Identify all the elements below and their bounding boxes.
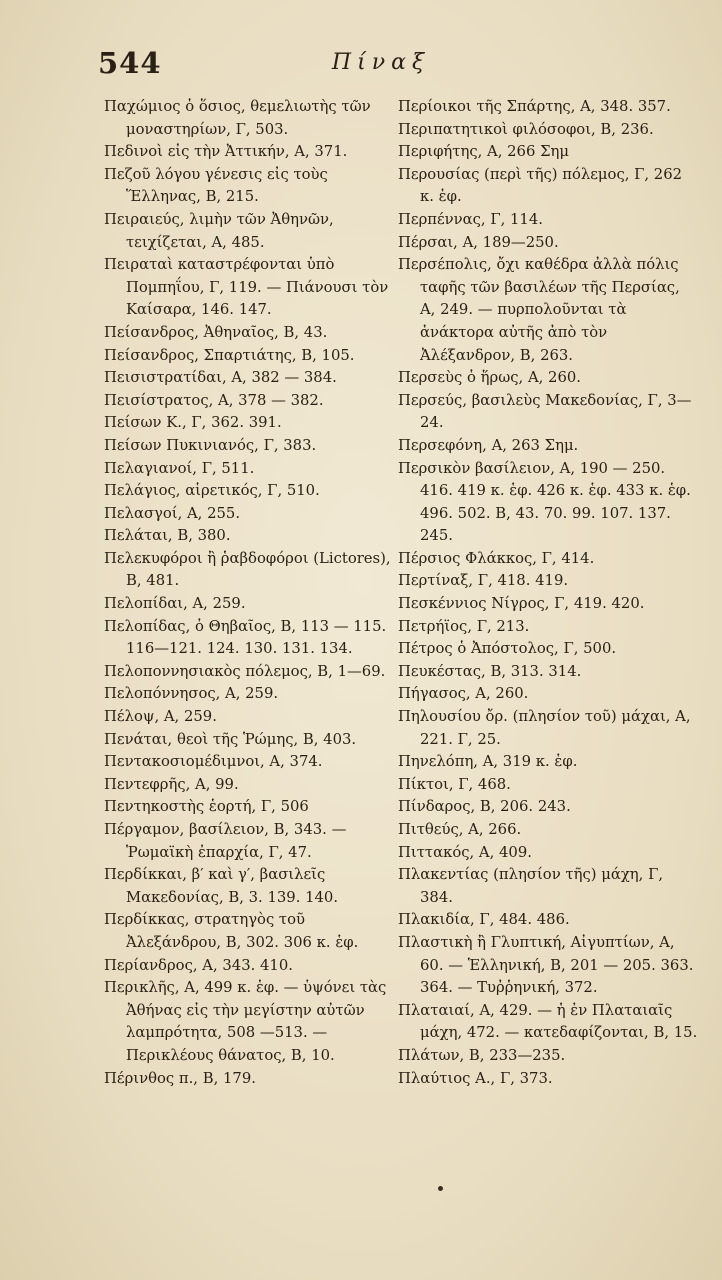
index-entry: Πηνελόπη, Α, 319 κ. ἑφ.	[398, 753, 578, 771]
index-entry: Περσεύς, βασιλεὺς Μακεδονίας, Γ, 3—24.	[398, 391, 692, 432]
index-entry: Πελοπίδας, ὁ Θηβαῖος, Β, 113 — 115. 116—121. 124. 130. 131. 134.	[104, 617, 387, 658]
index-entry: Περσεφόνη, Α, 263 Σημ.	[398, 436, 579, 454]
index-entry: Πλακιδία, Γ, 484. 486.	[398, 911, 570, 929]
index-entry: Πέτρος ὁ Ἀπόστολος, Γ, 500.	[398, 640, 617, 658]
index-entry: Περσικὸν βασίλειον, Α, 190 — 250. 416. 419 κ. ἑφ. 426 κ. ἑφ. 433 κ. ἑφ. 496. 502. Β, 43. 70. 99. 107. 137. 245.	[398, 459, 691, 545]
index-entry: Πείσανδρος, Ἀθηναῖος, Β, 43.	[104, 323, 328, 341]
index-entry: Περδίκκαι, β′ καὶ γ′, βασιλεῖς Μακεδονίας, Β, 3. 139. 140.	[104, 866, 339, 906]
index-entry: Πιτθεύς, Α, 266.	[398, 821, 522, 838]
index-entry: Πίκτοι, Γ, 468.	[398, 775, 511, 793]
index-entry: Πεζοῦ λόγου γένεσις εἰς τοὺς Ἕλληνας, Β, 215.	[104, 165, 328, 206]
index-entry: Περπέννας, Γ, 114.	[398, 210, 543, 228]
index-entry: Πελοπίδαι, Α, 259.	[104, 595, 246, 613]
running-title: Πίναξ	[331, 50, 431, 75]
index-entry: Πιττακός, Α, 409.	[398, 843, 532, 861]
index-entry: Περουσίας (περὶ τῆς) πόλεμος, Γ, 262 κ. ἑφ.	[398, 165, 683, 206]
index-entry: Πεισίστρατος, Α, 378 — 382.	[104, 391, 324, 409]
index-entry: Πελαγιανοί, Γ, 511.	[104, 459, 255, 477]
index-entry: Πεντηκοστὴς ἑορτή, Γ, 506	[104, 798, 309, 816]
index-entry: Περιφήτης, Α, 266 Σημ	[398, 143, 570, 161]
index-entry: Περσεὺς ὁ ἥρως, Α, 260.	[398, 369, 581, 387]
index-entry: Πέρσιος Φλάκκος, Γ, 414.	[398, 549, 595, 567]
index-column-right	[398, 96, 698, 1090]
index-entry: Πέλοψ, Α, 259.	[104, 708, 217, 726]
index-entry: Πείσων Πυκινιανός, Γ, 383.	[104, 436, 317, 454]
index-entry: Περδίκκας, στρατηγὸς τοῦ Ἀλεξάνδρου, Β, 302. 306 κ. ἑφ.	[104, 911, 359, 951]
index-entry: Πίνδαρος, Β, 206. 243.	[398, 798, 571, 816]
page-number: 544	[98, 46, 162, 80]
index-entry: Πετρήϊος, Γ, 213.	[398, 617, 530, 635]
index-entry: Πελοπόννησος, Α, 259.	[104, 685, 279, 703]
index-entry: Πελοποννησιακὸς πόλεμος, Β, 1—69.	[104, 662, 386, 680]
index-entry: Πελασγοί, Α, 255.	[104, 504, 241, 522]
index-entry: Πλαταιαί, Α, 429. — ἡ ἐν Πλαταιαῖς μάχη, 472. — κατεδαφίζονται, Β, 15.	[398, 1001, 698, 1042]
index-entry: Πέρινθος π., Β, 179.	[104, 1069, 256, 1087]
index-entry: Πειραιεύς, λιμὴν τῶν Ἀθηνῶν, τειχίζεται, Α, 485.	[104, 210, 334, 251]
index-entry: Πήγασος, Α, 260.	[398, 685, 529, 703]
index-entry: Περσέπολις, ὄχι καθέδρα ἀλλὰ πόλις ταφῆς τῶν βασιλέων τῆς Περσίας, Α, 249. — πυρπολοῦνται τὰ ἀνάκτορα αὐτῆς ἀπὸ τὸν Ἀλέξανδρον, Β, 263.	[398, 256, 680, 364]
index-entry: Πείσανδρος, Σπαρτιάτης, Β, 105.	[104, 346, 355, 364]
index-entry: Περικλῆς, Α, 499 κ. ἑφ. — ὑψόνει τὰς Ἀθήνας εἰς τὴν μεγίστην αὐτῶν λαμπρότητα, 508 —513. — Περικλέους θάνατος, Β, 10.	[104, 979, 387, 1064]
index-entry: Περιπατητικοὶ φιλόσοφοι, Β, 236.	[398, 120, 654, 138]
index-entry: Πεσκέννιος Νίγρος, Γ, 419. 420.	[398, 595, 645, 613]
index-entry: Πλαύτιος Α., Γ, 373.	[398, 1069, 553, 1087]
index-entry: Πευκέστας, Β, 313. 314.	[398, 662, 582, 680]
index-entry: Περίανδρος, Α, 343. 410.	[104, 956, 293, 974]
ornament-dot	[438, 1186, 443, 1191]
index-entry: Παχώμιος ὁ ὅσιος, θεμελιωτὴς τῶν μοναστηρίων, Γ, 503.	[104, 98, 371, 138]
index-entry: Πελάγιος, αἱρετικός, Γ, 510.	[104, 482, 320, 500]
index-entry: Πλαστικὴ ἢ Γλυπτική, Αἰγυπτίων, Α, 60. — Ἑλληνική, Β, 201 — 205. 363. 364. — Τυῤῥηνική, 372.	[398, 933, 694, 997]
index-entry: Πεντακοσιομέδιμνοι, Α, 374.	[104, 753, 323, 771]
index-entry: Πείσων Κ., Γ, 362. 391.	[104, 414, 282, 432]
index-entry: Πεισιστρατίδαι, Α, 382 — 384.	[104, 369, 337, 387]
index-entry: Πλάτων, Β, 233—235.	[398, 1046, 566, 1064]
index-entry: Πελεκυφόροι ἢ ῥαβδοφόροι (Lictores), Β, 481.	[104, 549, 391, 590]
index-entry: Περίοικοι τῆς Σπάρτης, Α, 348. 357.	[398, 98, 671, 115]
index-entry: Πέρσαι, Α, 189—250.	[398, 233, 559, 251]
index-column-left	[104, 96, 396, 1090]
index-entry: Πέργαμον, βασίλειον, Β, 343. — Ῥωμαϊκὴ ἐπαρχία, Γ, 47.	[104, 821, 347, 861]
index-entry: Πειραταὶ καταστρέφονται ὑπὸ Πομπηΐου, Γ, 119. — Πιάνουσι τὸν Καίσαρα, 146. 147.	[104, 256, 389, 319]
index-entry: Πεντεφρῆς, Α, 99.	[104, 775, 239, 793]
index-entry: Πελάται, Β, 380.	[104, 527, 231, 545]
index-entry: Πεδινοὶ εἰς τὴν Ἀττικήν, Α, 371.	[104, 143, 348, 161]
index-entry: Πηλουσίου ὄρ. (πλησίον τοῦ) μάχαι, Α, 221. Γ, 25.	[398, 708, 691, 748]
index-entry: Πλακεντίας (πλησίον τῆς) μάχη, Γ, 384.	[398, 866, 664, 906]
index-entry: Περτίναξ, Γ, 418. 419.	[398, 572, 569, 590]
index-entry: Πενάται, θεοὶ τῆς Ῥώμης, Β, 403.	[104, 730, 357, 748]
